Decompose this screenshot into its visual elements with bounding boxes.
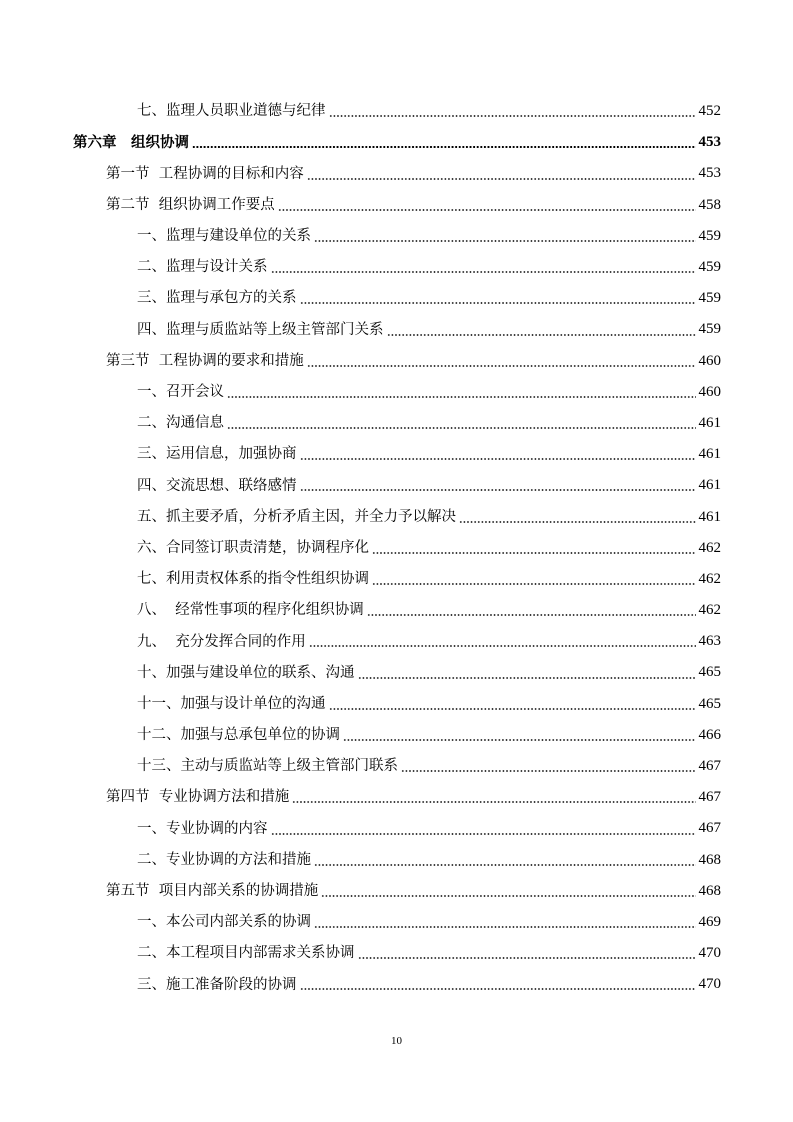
toc-entry-page-number: 470 xyxy=(698,945,721,962)
toc-entry-label: 十二、加强与总承包单位的协调 xyxy=(137,727,340,744)
toc-entry-label: 二、专业协调的方法和措施 xyxy=(137,851,311,868)
toc-dot-leader xyxy=(307,178,696,180)
toc-subsection-entry[interactable] xyxy=(0,96,793,127)
toc-entry-page-number: 453 xyxy=(698,165,721,182)
toc-entry-page-number: 467 xyxy=(698,820,721,837)
toc-entry-label: 第一节 工程协调的目标和内容 xyxy=(106,165,304,182)
toc-entry-page-number: 459 xyxy=(698,259,721,276)
toc-entry-page-number: 463 xyxy=(698,633,721,650)
toc-dot-leader xyxy=(309,645,696,647)
toc-entry-label: 十一、加强与设计单位的沟通 xyxy=(137,695,326,712)
toc-entry-label: 第三节 工程协调的要求和措施 xyxy=(106,352,304,369)
toc-dot-leader xyxy=(329,708,696,710)
toc-entry-page-number: 467 xyxy=(698,758,721,775)
toc-entry-page-number: 468 xyxy=(698,851,721,868)
toc-entry-page-number: 461 xyxy=(698,508,721,525)
toc-subsection-entry[interactable] xyxy=(0,439,793,470)
toc-dot-leader xyxy=(459,521,696,523)
toc-entry-page-number: 461 xyxy=(698,446,721,463)
toc-subsection-entry[interactable] xyxy=(0,533,793,564)
toc-dot-leader xyxy=(367,614,696,616)
toc-subsection-entry[interactable] xyxy=(0,595,793,626)
toc-dot-leader xyxy=(271,833,696,835)
toc-entry-label: 七、利用责权体系的指令性组织协调 xyxy=(137,571,369,588)
toc-entry-page-number: 459 xyxy=(698,321,721,338)
toc-subsection-entry[interactable] xyxy=(0,689,793,720)
toc-dot-leader xyxy=(314,240,696,242)
toc-dot-leader xyxy=(314,864,696,866)
toc-subsection-entry[interactable] xyxy=(0,969,793,1000)
toc-entry-label: 四、交流思想、联络感情 xyxy=(137,477,297,494)
toc-dot-leader xyxy=(343,739,696,741)
toc-entry-page-number: 470 xyxy=(698,976,721,993)
toc-entry-page-number: 465 xyxy=(698,664,721,681)
toc-chapter-entry[interactable] xyxy=(0,127,793,158)
toc-entry-page-number: 453 xyxy=(698,134,721,151)
toc-entry-label: 五、抓主要矛盾，分析矛盾主因，并全力予以解决 xyxy=(137,508,456,525)
toc-subsection-entry[interactable] xyxy=(0,501,793,532)
toc-subsection-entry[interactable] xyxy=(0,283,793,314)
toc-entry-label: 七、监理人员职业道德与纪律 xyxy=(137,103,326,120)
toc-entry-label: 三、运用信息，加强协商 xyxy=(137,446,297,463)
toc-subsection-entry[interactable] xyxy=(0,813,793,844)
toc-dot-leader xyxy=(271,271,696,273)
toc-dot-leader xyxy=(300,302,696,304)
toc-entry-page-number: 460 xyxy=(698,352,721,369)
toc-entry-label: 八、 经常性事项的程序化组织协调 xyxy=(137,602,364,619)
toc-subsection-entry[interactable] xyxy=(0,751,793,782)
toc-entry-page-number: 465 xyxy=(698,695,721,712)
toc-entry-page-number: 462 xyxy=(698,602,721,619)
toc-entry-page-number: 458 xyxy=(698,196,721,213)
toc-dot-leader xyxy=(358,957,696,959)
toc-entry-page-number: 460 xyxy=(698,383,721,400)
toc-entry-page-number: 462 xyxy=(698,570,721,587)
toc-subsection-entry[interactable] xyxy=(0,845,793,876)
toc-dot-leader xyxy=(372,552,696,554)
toc-entry-page-number: 459 xyxy=(698,227,721,244)
toc-entry-page-number: 469 xyxy=(698,913,721,930)
toc-dot-leader xyxy=(307,365,696,367)
toc-dot-leader xyxy=(278,209,696,211)
toc-section-entry[interactable] xyxy=(0,158,793,189)
toc-subsection-entry[interactable] xyxy=(0,938,793,969)
toc-entry-page-number: 461 xyxy=(698,477,721,494)
toc-entry-page-number: 467 xyxy=(698,789,721,806)
toc-subsection-entry[interactable] xyxy=(0,252,793,283)
toc-dot-leader xyxy=(329,115,696,117)
toc-subsection-entry[interactable] xyxy=(0,221,793,252)
toc-section-entry[interactable] xyxy=(0,782,793,813)
toc-subsection-entry[interactable] xyxy=(0,907,793,938)
toc-subsection-entry[interactable] xyxy=(0,408,793,439)
toc-entry-label: 第二节 组织协调工作要点 xyxy=(106,196,275,213)
table-of-contents xyxy=(0,96,793,1000)
toc-entry-label: 第六章 组织协调 xyxy=(73,133,189,151)
toc-entry-page-number: 461 xyxy=(698,414,721,431)
toc-entry-label: 十、加强与建设单位的联系、沟通 xyxy=(137,664,355,681)
toc-subsection-entry[interactable] xyxy=(0,626,793,657)
toc-subsection-entry[interactable] xyxy=(0,470,793,501)
toc-entry-label: 三、施工准备阶段的协调 xyxy=(137,976,297,993)
toc-dot-leader xyxy=(314,926,696,928)
toc-entry-label: 一、专业协调的内容 xyxy=(137,820,268,837)
toc-entry-page-number: 452 xyxy=(698,103,721,120)
toc-entry-page-number: 466 xyxy=(698,726,721,743)
page-number: 10 xyxy=(391,1035,402,1047)
toc-entry-label: 一、本公司内部关系的协调 xyxy=(137,914,311,931)
toc-entry-label: 三、监理与承包方的关系 xyxy=(137,290,297,307)
toc-section-entry[interactable] xyxy=(0,346,793,377)
toc-dot-leader xyxy=(300,489,696,491)
toc-dot-leader xyxy=(192,146,696,148)
toc-entry-page-number: 459 xyxy=(698,290,721,307)
toc-section-entry[interactable] xyxy=(0,190,793,221)
toc-entry-label: 第四节 专业协调方法和措施 xyxy=(106,789,290,806)
toc-entry-label: 二、沟通信息 xyxy=(137,415,224,432)
toc-dot-leader xyxy=(358,677,696,679)
toc-entry-label: 十三、主动与质监站等上级主管部门联系 xyxy=(137,758,398,775)
toc-dot-leader xyxy=(321,895,695,897)
toc-subsection-entry[interactable] xyxy=(0,314,793,345)
toc-dot-leader xyxy=(300,988,696,990)
toc-entry-page-number: 468 xyxy=(698,882,721,899)
toc-entry-label: 一、监理与建设单位的关系 xyxy=(137,228,311,245)
toc-subsection-entry[interactable] xyxy=(0,377,793,408)
toc-entry-label: 九、 充分发挥合同的作用 xyxy=(137,633,306,650)
toc-dot-leader xyxy=(227,396,696,398)
toc-entry-label: 二、监理与设计关系 xyxy=(137,259,268,276)
toc-subsection-entry[interactable] xyxy=(0,720,793,751)
toc-entry-label: 二、本工程项目内部需求关系协调 xyxy=(137,945,355,962)
toc-entry-page-number: 462 xyxy=(698,539,721,556)
toc-dot-leader xyxy=(372,583,696,585)
toc-dot-leader xyxy=(227,427,696,429)
toc-entry-label: 一、召开会议 xyxy=(137,384,224,401)
toc-entry-label: 第五节 项目内部关系的协调措施 xyxy=(106,883,319,900)
toc-dot-leader xyxy=(387,334,696,336)
toc-dot-leader xyxy=(300,458,696,460)
toc-subsection-entry[interactable] xyxy=(0,564,793,595)
toc-dot-leader xyxy=(401,770,696,772)
toc-entry-label: 四、监理与质监站等上级主管部门关系 xyxy=(137,321,384,338)
toc-entry-label: 六、合同签订职责清楚，协调程序化 xyxy=(137,539,369,556)
toc-dot-leader xyxy=(292,801,695,803)
toc-section-entry[interactable] xyxy=(0,876,793,907)
toc-subsection-entry[interactable] xyxy=(0,657,793,688)
